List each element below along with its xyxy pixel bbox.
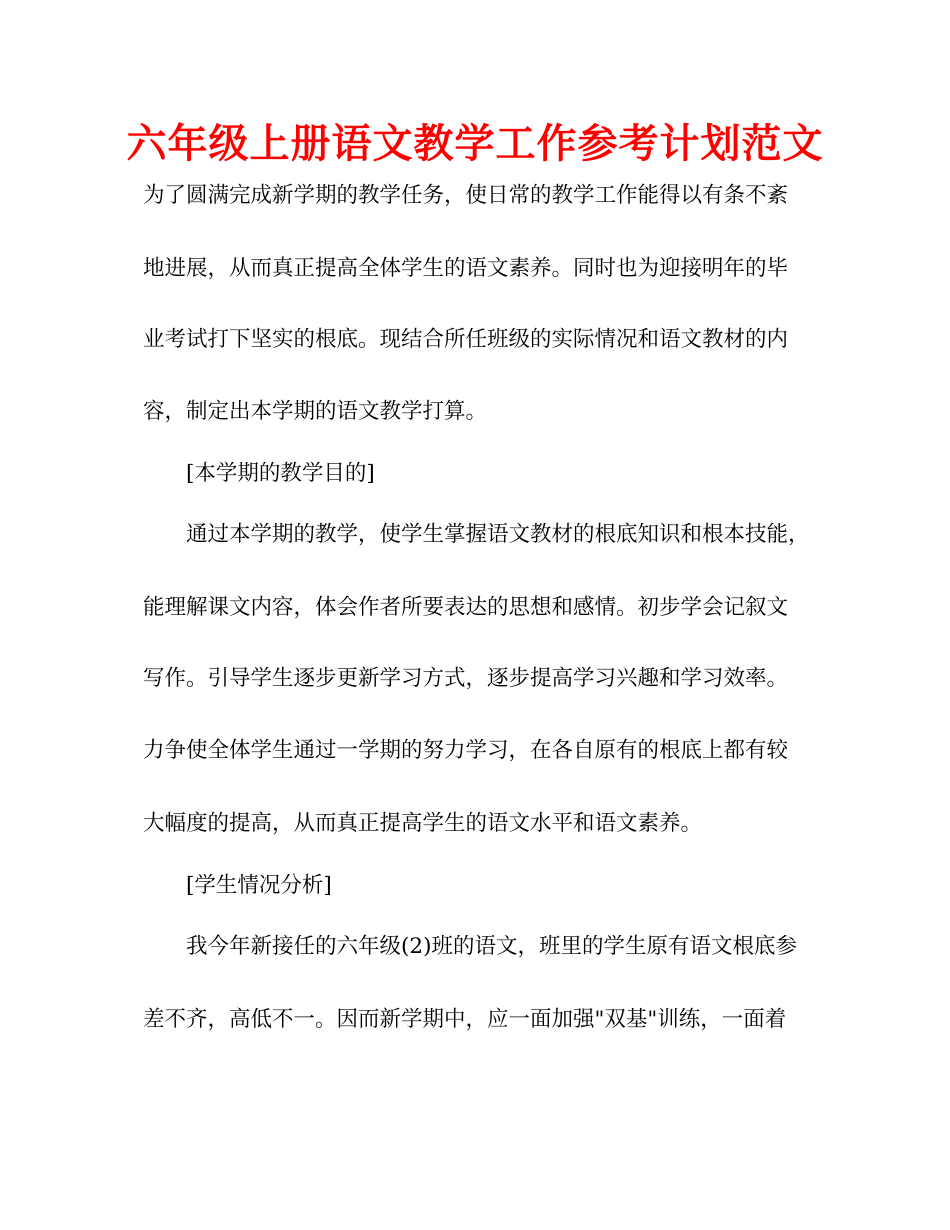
paragraph-line: 业考试打下坚实的根底。现结合所任班级的实际情况和语文教材的内	[143, 327, 789, 352]
paragraph-line: 写作。引导学生逐步更新学习方式，逐步提高学习兴趣和学习效率。	[143, 666, 789, 691]
paragraph-line: 差不齐，高低不一。因而新学期中，应一面加强"双基"训练，一面着	[143, 1007, 787, 1032]
section-heading: [本学期的教学目的]	[186, 461, 375, 486]
paragraph-line: 大幅度的提高，从而真正提高学生的语文水平和语文素养。	[143, 811, 703, 836]
paragraph-line: 为了圆满完成新学期的教学任务，使日常的教学工作能得以有条不紊	[143, 183, 789, 208]
paragraph-line: 能理解课文内容，体会作者所要表达的思想和感情。初步学会记叙文	[143, 595, 789, 620]
paragraph-line: 力争使全体学生通过一学期的努力学习，在各自原有的根底上都有较	[143, 738, 789, 763]
paragraph-line: 我今年新接任的六年级(2)班的语文，班里的学生原有语文根底参	[186, 934, 797, 959]
section-heading: [学生情况分析]	[186, 873, 332, 898]
paragraph-line: 容，制定出本学期的语文教学打算。	[143, 399, 488, 424]
document-title: 六年级上册语文教学工作参考计划范文	[126, 121, 824, 167]
paragraph-line: 地进展，从而真正提高全体学生的语文素养。同时也为迎接明年的毕	[143, 256, 789, 281]
paragraph-line: 通过本学期的教学，使学生掌握语文教材的根底知识和根本技能，	[186, 522, 810, 547]
